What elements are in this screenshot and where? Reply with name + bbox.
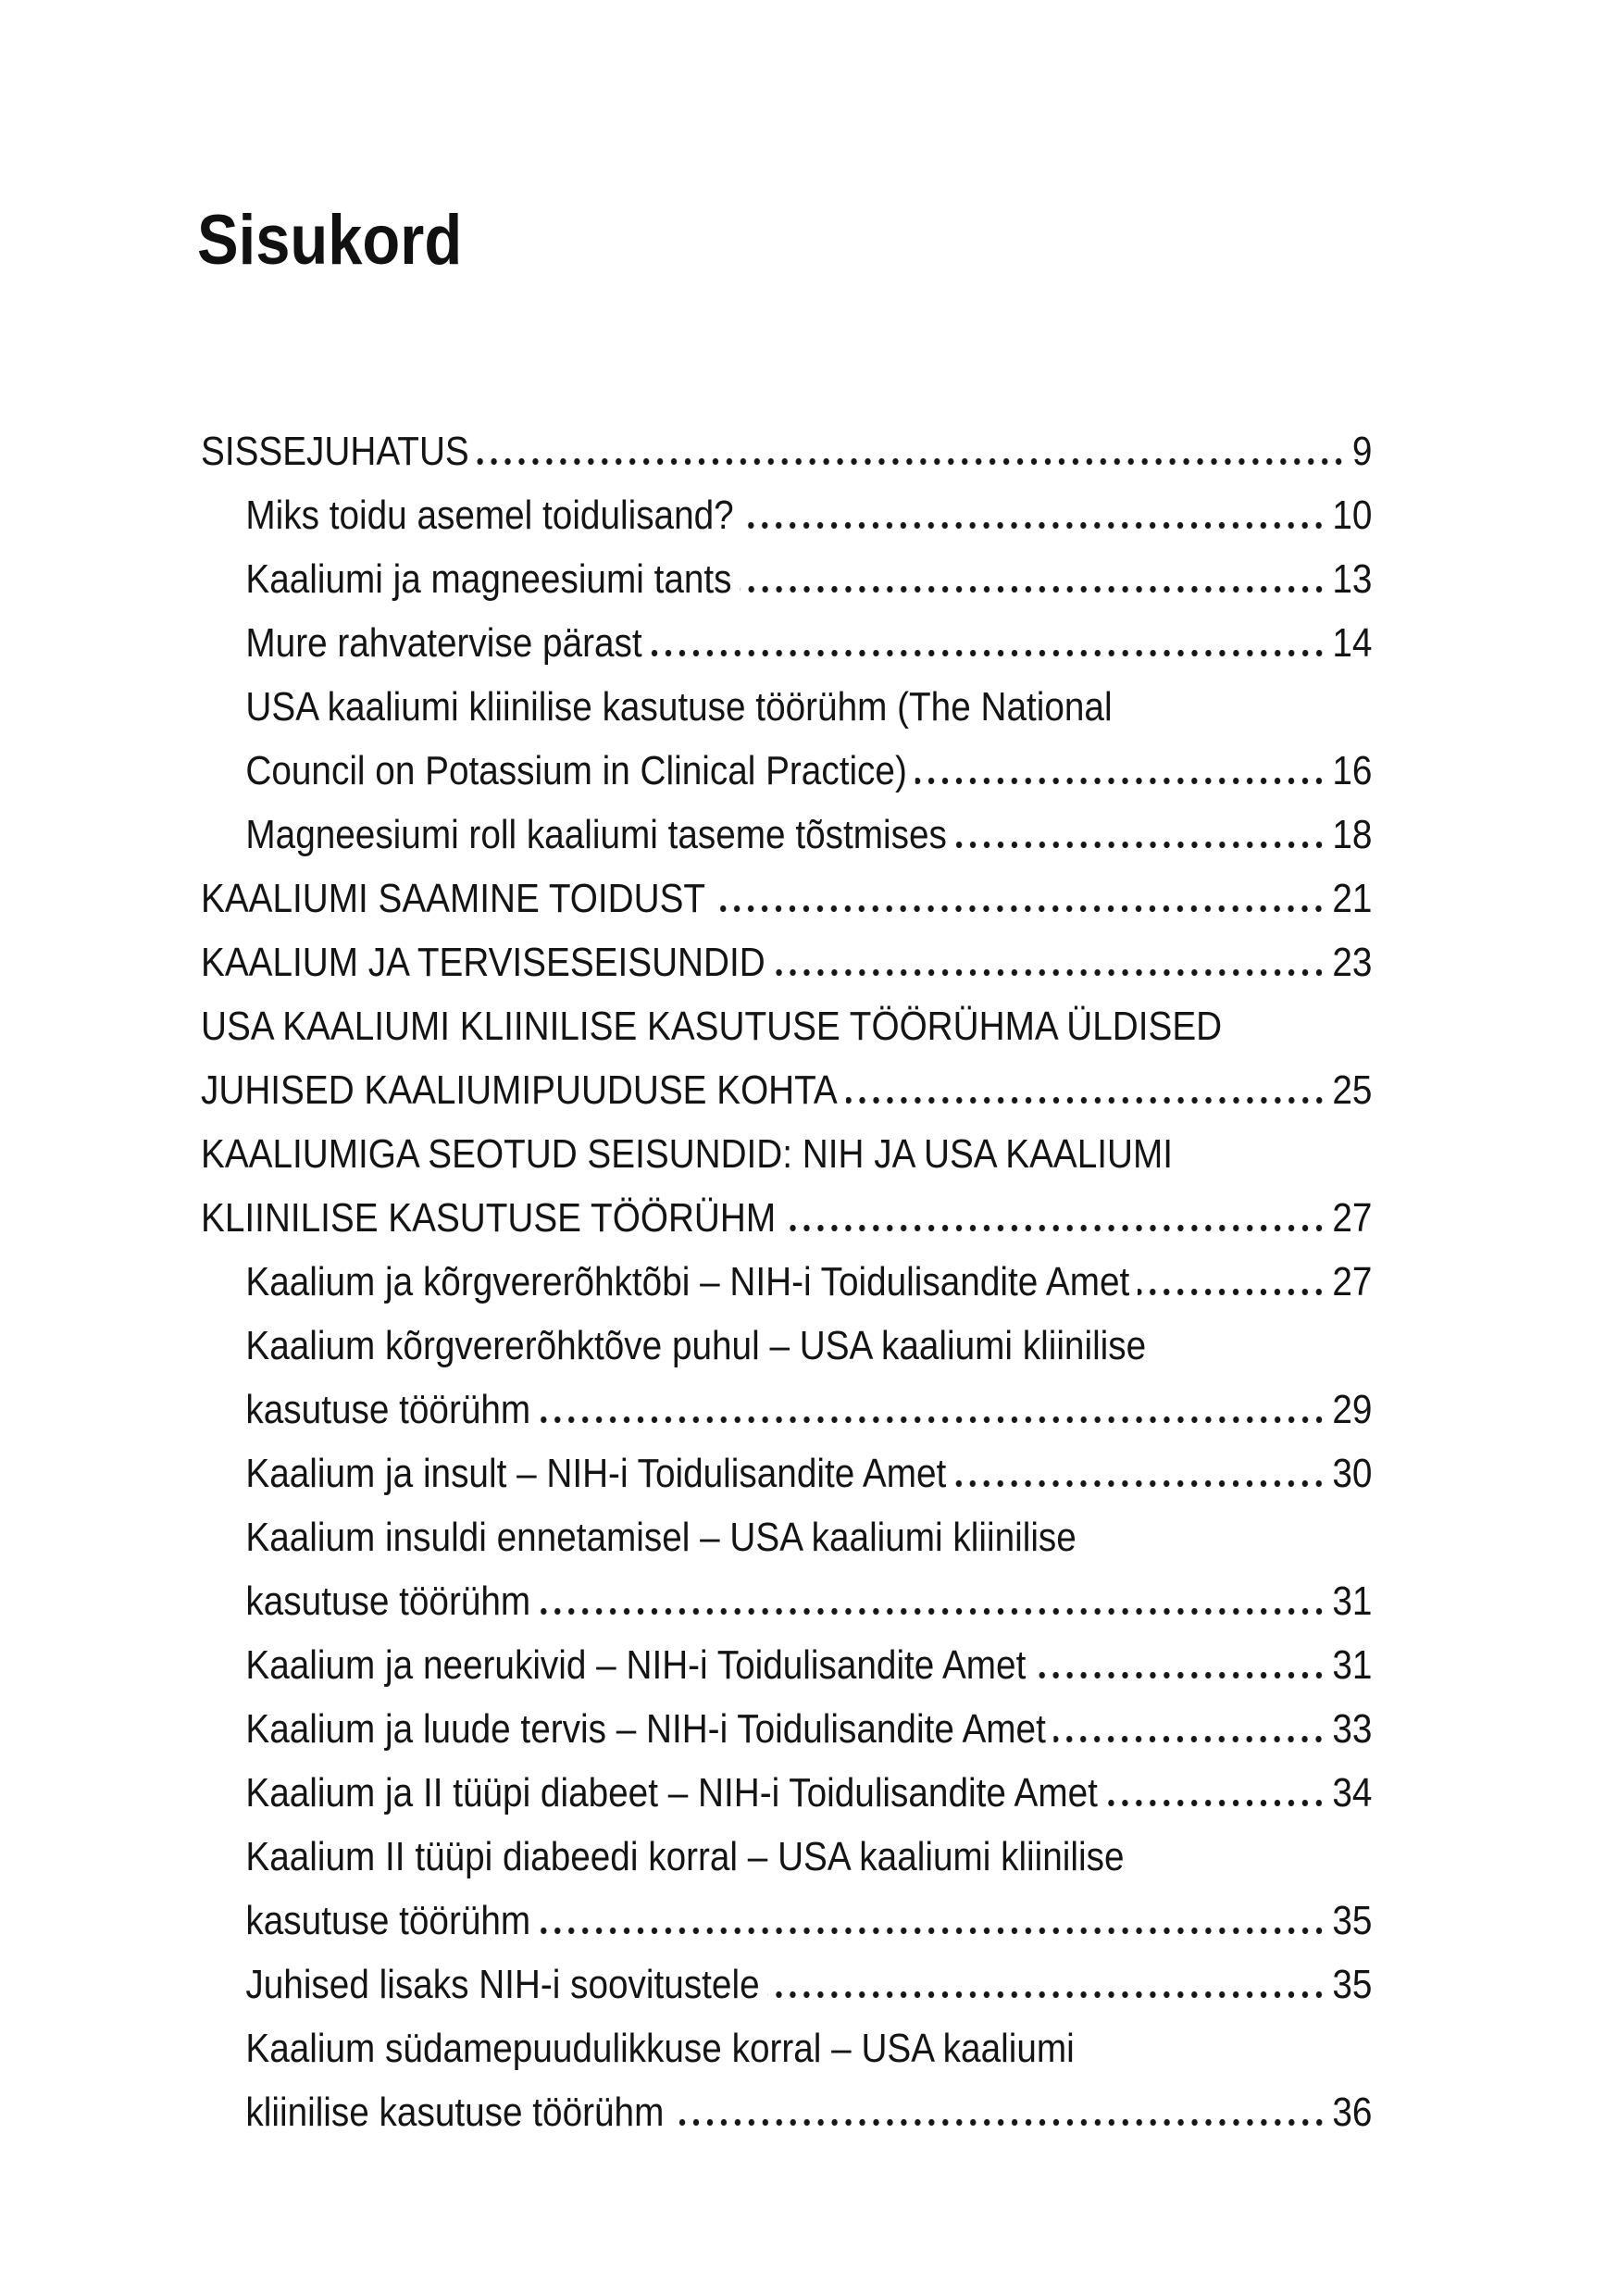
toc-entry xyxy=(201,1122,1372,1250)
toc-line-text: Juhised lisaks NIH-i soovitustele xyxy=(245,1962,760,2007)
toc-entry-line xyxy=(201,739,1372,803)
toc-entry-line: Kaalium kõrgvererõhktõve puhul – USA kaaliumi kliinilise xyxy=(245,1323,1147,1368)
toc-entry-line xyxy=(201,1441,1372,1505)
toc-page-number: 34 xyxy=(1332,1770,1373,1816)
dot-leader xyxy=(1106,1800,1326,1806)
toc-entry-line xyxy=(201,1186,1372,1250)
toc-page-number: 14 xyxy=(1332,620,1373,666)
toc-entry xyxy=(201,1633,1372,1697)
toc-entry-line xyxy=(201,930,1372,994)
toc-page-number: 21 xyxy=(1332,876,1373,921)
toc-entry xyxy=(201,1314,1372,1441)
toc-page-number: 13 xyxy=(1332,556,1373,602)
toc-line-text: Mure rahvatervise pärast xyxy=(245,620,642,666)
toc-entry-line xyxy=(201,483,1372,547)
toc-entry xyxy=(201,867,1372,930)
toc-entry xyxy=(201,611,1372,675)
dot-leader xyxy=(1054,1736,1326,1742)
toc-entry-line xyxy=(201,1761,1372,1825)
dot-leader xyxy=(539,1928,1326,1934)
dot-leader xyxy=(1138,1289,1326,1295)
dot-leader xyxy=(915,778,1326,784)
dot-leader xyxy=(1034,1672,1326,1678)
toc-entry-line: Kaalium II tüüpi diabeedi korral – USA kaaliumi kliinilise xyxy=(245,1834,1125,1879)
toc-entry xyxy=(201,1697,1372,1761)
toc-entry xyxy=(201,994,1372,1122)
dot-leader xyxy=(740,586,1326,593)
toc-page-number: 35 xyxy=(1332,1898,1373,1943)
dot-leader xyxy=(773,969,1326,976)
toc-page-number: 27 xyxy=(1332,1195,1373,1241)
toc-page-number: 27 xyxy=(1332,1259,1373,1304)
toc-entry xyxy=(201,1505,1372,1633)
toc-entry-line xyxy=(201,1889,1372,1953)
toc-entry-line xyxy=(201,1378,1372,1441)
toc-line-text: Kaalium ja neerukivid – NIH-i Toidulisandite Amet xyxy=(245,1642,1027,1688)
toc-page-number: 18 xyxy=(1332,812,1373,857)
toc-entry xyxy=(201,1761,1372,1825)
toc-line-text: KAALIUMI SAAMINE TOIDUST xyxy=(201,876,706,921)
toc-line-text: Council on Potassium in Clinical Practice) xyxy=(245,748,907,793)
toc-page-number: 9 xyxy=(1351,429,1373,474)
dot-leader xyxy=(955,842,1326,848)
toc-entry-line: USA kaaliumi kliinilise kasutuse töörühm (The National xyxy=(245,684,1113,730)
toc-entry-line xyxy=(201,867,1372,930)
toc-line-text: SISSEJUHATUS xyxy=(201,429,469,474)
toc-entry-line xyxy=(201,1058,1372,1122)
toc-line-text: KAALIUM JA TERVISESEISUNDID xyxy=(201,940,765,985)
dot-leader xyxy=(478,458,1346,465)
toc-entry-line xyxy=(201,1569,1372,1633)
toc-entry xyxy=(201,483,1372,547)
toc-entry xyxy=(201,1441,1372,1505)
toc-line-text: kliinilise kasutuse töörühm xyxy=(245,2090,665,2135)
toc-line-text: Kaalium ja luude tervis – NIH-i Toidulisandite Amet xyxy=(245,1706,1046,1752)
toc-entry xyxy=(201,547,1372,611)
toc-entry-line xyxy=(201,2080,1372,2144)
toc-entry-line xyxy=(201,419,1372,483)
toc-entry xyxy=(201,930,1372,994)
toc-page-number: 33 xyxy=(1332,1706,1373,1752)
toc-line-text: Kaalium ja kõrgvererõhktõbi – NIH-i Toidulisandite Amet xyxy=(245,1259,1130,1304)
toc-page-number: 29 xyxy=(1332,1387,1373,1432)
toc-page-number: 31 xyxy=(1332,1578,1373,1624)
toc-entry-line: KAALIUMIGA SEOTUD SEISUNDID: NIH JA USA KAALIUMI xyxy=(201,1131,1174,1177)
toc-entry xyxy=(201,675,1372,803)
toc-page-number: 10 xyxy=(1332,493,1373,538)
dot-leader xyxy=(846,1097,1326,1104)
toc-entry-line xyxy=(201,1633,1372,1697)
dot-leader xyxy=(539,1608,1326,1615)
dot-leader xyxy=(784,1225,1326,1231)
toc-line-text: Kaalium ja insult – NIH-i Toidulisandite Amet xyxy=(245,1451,947,1496)
dot-leader xyxy=(714,905,1326,912)
toc-page-number: 36 xyxy=(1332,2090,1373,2135)
toc-entry-line xyxy=(201,611,1372,675)
toc-line-text: KLIINILISE KASUTUSE TÖÖRÜHM xyxy=(201,1195,777,1241)
toc-entry-line: Kaalium südamepuudulikkuse korral – USA kaaliumi xyxy=(245,2026,1075,2071)
toc-page-number: 23 xyxy=(1332,940,1373,985)
toc-entry xyxy=(201,419,1372,483)
toc-entry xyxy=(201,1250,1372,1314)
toc-line-text: JUHISED KAALIUMIPUUDUSE KOHTA xyxy=(201,1067,838,1113)
dot-leader xyxy=(741,522,1326,529)
toc-line-text: Magneesiumi roll kaaliumi taseme tõstmises xyxy=(245,812,947,857)
toc-entry xyxy=(201,1953,1372,2016)
toc-entry xyxy=(201,1825,1372,1953)
toc-entry-line xyxy=(201,1953,1372,2016)
toc-page-number: 25 xyxy=(1332,1067,1373,1113)
toc-entry-line: USA KAALIUMI KLIINILISE KASUTUSE TÖÖRÜHMA ÜLDISED xyxy=(201,1004,1223,1049)
toc-line-text: kasutuse töörühm xyxy=(245,1578,531,1624)
toc-entry-line xyxy=(201,1250,1372,1314)
toc-entry-line xyxy=(201,1697,1372,1761)
dot-leader xyxy=(954,1480,1326,1487)
toc-line-text: Kaalium ja II tüüpi diabeet – NIH-i Toidulisandite Amet xyxy=(245,1770,1098,1816)
toc-page-number: 31 xyxy=(1332,1642,1373,1688)
toc-entry xyxy=(201,803,1372,867)
dot-leader xyxy=(539,1416,1326,1423)
toc-page-number: 30 xyxy=(1332,1451,1373,1496)
table-of-contents xyxy=(201,419,1372,2144)
toc-entry-line xyxy=(201,803,1372,867)
dot-leader xyxy=(672,2119,1326,2126)
toc-line-text: kasutuse töörühm xyxy=(245,1898,531,1943)
toc-line-text: Kaaliumi ja magneesiumi tants xyxy=(245,556,732,602)
toc-page-number: 16 xyxy=(1332,748,1373,793)
toc-line-text: Miks toidu asemel toidulisand? xyxy=(245,493,734,538)
toc-entry xyxy=(201,2016,1372,2144)
dot-leader xyxy=(650,650,1326,656)
toc-entry-line: Kaalium insuldi ennetamisel – USA kaaliumi kliinilise xyxy=(245,1515,1077,1560)
toc-page-number: 35 xyxy=(1332,1962,1373,2007)
dot-leader xyxy=(767,1991,1326,1998)
toc-line-text: kasutuse töörühm xyxy=(245,1387,531,1432)
toc-entry-line xyxy=(201,547,1372,611)
page-title: Sisukord xyxy=(197,201,463,280)
